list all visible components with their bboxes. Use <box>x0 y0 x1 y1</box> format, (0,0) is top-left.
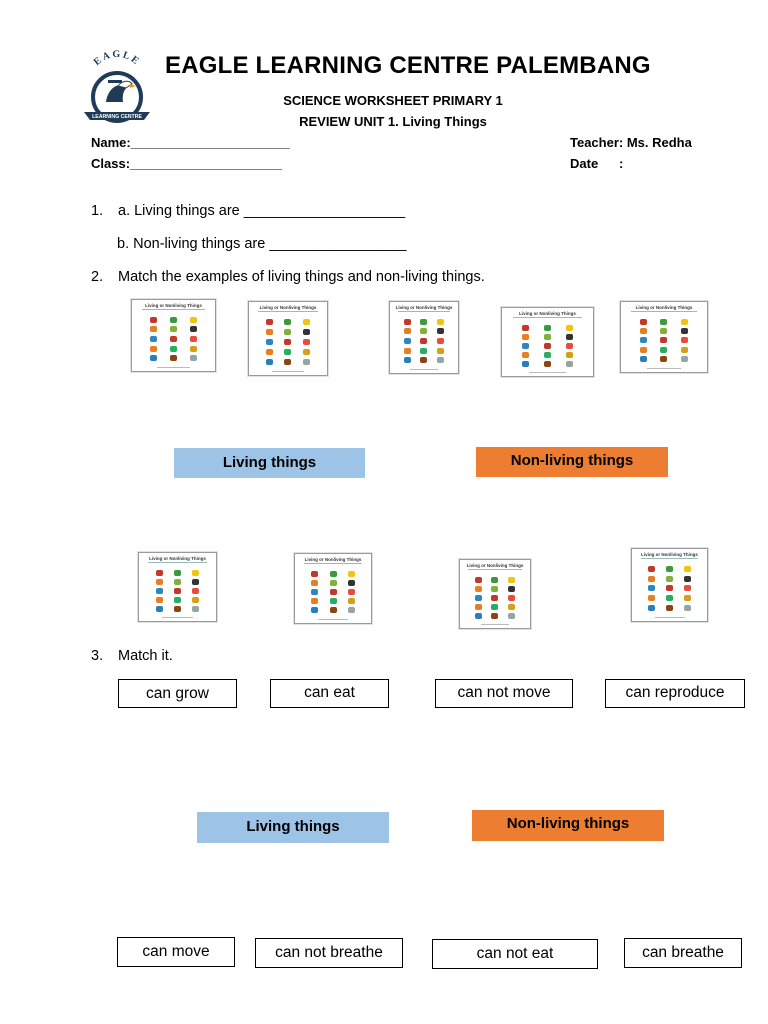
teacher-field: Teacher: Ms. Redha <box>570 135 692 150</box>
thumbnail-picture-icon <box>404 348 411 354</box>
thumbnail-picture-icon <box>190 317 197 323</box>
thumbnail-picture-icon <box>150 326 157 332</box>
date-colon: : <box>619 156 624 171</box>
thumbnail-picture-icon <box>681 347 688 353</box>
thumbnail-picture-icon <box>648 576 655 582</box>
card-can-breathe: can breathe <box>624 938 742 968</box>
thumbnail-picture-icon <box>648 585 655 591</box>
thumbnail-picture-icon <box>311 571 318 577</box>
thumbnail-picture-icon <box>330 571 337 577</box>
thumbnail-picture-icon <box>156 579 163 585</box>
thumbnail-picture-icon <box>190 336 197 342</box>
card-can-not-breathe: can not breathe <box>255 938 403 968</box>
thumbnail-picture-icon <box>522 325 529 331</box>
thumbnail-picture-icon <box>303 329 310 335</box>
living-things-label-2: Living things <box>197 812 389 843</box>
thumbnail-picture-icon <box>437 348 444 354</box>
svg-text:EAGLE <box>92 50 143 68</box>
thumbnail-picture-icon <box>508 613 515 619</box>
q1a-text: a. Living things are ____________________ <box>118 203 406 219</box>
thumbnail-picture-icon <box>640 328 647 334</box>
thumbnail-picture-icon <box>156 606 163 612</box>
thumbnail-title: Living or Nonliving Things <box>466 563 524 568</box>
thumbnail-picture-icon <box>640 319 647 325</box>
thumbnail-picture-icon <box>648 605 655 611</box>
thumbnail-picture-icon <box>190 346 197 352</box>
thumbnail-picture-icon <box>640 347 647 353</box>
thumbnail-picture-icon <box>348 580 355 586</box>
thumbnail-picture-icon <box>156 597 163 603</box>
thumbnail-picture-icon <box>660 356 667 362</box>
q1-number: 1. <box>91 203 104 219</box>
thumbnail-picture-icon <box>544 352 551 358</box>
thumbnail-picture-icon <box>174 588 181 594</box>
card-can-grow: can grow <box>118 679 237 708</box>
thumbnail-picture-icon <box>491 604 498 610</box>
thumbnail-picture-icon <box>508 604 515 610</box>
thumbnail-picture-icon <box>192 597 199 603</box>
thumbnail-picture-icon <box>266 339 273 345</box>
nonliving-things-label: Non-living things <box>476 447 668 477</box>
thumbnail-title: Living or Nonliving Things <box>259 305 317 310</box>
card-can-eat: can eat <box>270 679 389 708</box>
thumbnail-picture-icon <box>684 576 691 582</box>
thumbnail-picture-icon <box>420 319 427 325</box>
q1b-text: b. Non-living things are _________________ <box>117 236 407 252</box>
thumbnail-title: Living or Nonliving Things <box>149 556 206 561</box>
thumbnail-picture-icon <box>491 577 498 583</box>
thumbnail-picture-icon <box>266 329 273 335</box>
thumbnail-picture-icon <box>475 577 482 583</box>
thumbnail-picture-icon <box>266 319 273 325</box>
thumbnail-picture-icon <box>566 325 573 331</box>
logo-text-top: EAGLE <box>91 50 143 68</box>
class-field: Class:_____________________ <box>91 156 282 171</box>
thumbnail-picture-icon <box>648 595 655 601</box>
thumbnail-picture-icon <box>170 355 177 361</box>
thumbnail-picture-icon <box>284 329 291 335</box>
thumbnail-picture-icon <box>420 357 427 363</box>
card-can-not-eat: can not eat <box>432 939 598 969</box>
thumbnail-picture-icon <box>522 334 529 340</box>
thumbnail-title: Living or Nonliving Things <box>145 303 202 308</box>
thumbnail-picture-icon <box>330 607 337 613</box>
thumbnail-picture-icon <box>475 595 482 601</box>
q2-text: Match the examples of living things and non-living things. <box>118 269 485 285</box>
thumbnail-picture-icon <box>544 334 551 340</box>
thumbnail-picture-icon <box>174 570 181 576</box>
card-can-not-move: can not move <box>435 679 573 708</box>
thumbnail-picture-icon <box>544 343 551 349</box>
thumbnail-picture-icon <box>681 337 688 343</box>
thumbnail-title: Living or Nonliving Things <box>641 552 698 557</box>
thumbnail-picture-icon <box>303 359 310 365</box>
thumbnail-title: Living or Nonliving Things <box>304 557 362 562</box>
thumbnail-picture-icon <box>420 348 427 354</box>
thumbnail-title: Living or Nonliving Things <box>395 305 453 310</box>
thumbnail-picture-icon <box>508 586 515 592</box>
thumbnail-picture-icon <box>348 571 355 577</box>
thumbnail-picture-icon <box>404 357 411 363</box>
thumbnail-picture-icon <box>192 570 199 576</box>
thumbnail-picture-icon <box>330 580 337 586</box>
thumbnail-picture-icon <box>284 319 291 325</box>
thumbnail-picture-icon <box>190 326 197 332</box>
thumbnail-picture-icon <box>437 328 444 334</box>
thumbnail-picture-icon <box>311 589 318 595</box>
thumbnail-picture-icon <box>330 598 337 604</box>
thumbnail-picture-icon <box>640 356 647 362</box>
thumbnail-picture-icon <box>475 586 482 592</box>
thumbnail-picture-icon <box>660 319 667 325</box>
thumbnail-picture-icon <box>303 349 310 355</box>
thumbnail-picture-icon <box>684 566 691 572</box>
thumbnail-picture-icon <box>544 325 551 331</box>
thumbnail-picture-icon <box>150 355 157 361</box>
thumbnail-picture-icon <box>311 580 318 586</box>
thumbnail-picture-icon <box>192 588 199 594</box>
thumbnail-picture-icon <box>491 595 498 601</box>
thumbnail-picture-icon <box>174 579 181 585</box>
thumbnail-picture-icon <box>681 328 688 334</box>
school-name: EAGLE LEARNING CENTRE PALEMBANG <box>165 52 651 79</box>
thumbnail-picture-icon <box>437 338 444 344</box>
thumbnail-picture-icon <box>666 566 673 572</box>
thumbnail-picture-icon <box>522 361 529 367</box>
thumbnail-picture-icon <box>156 588 163 594</box>
worksheet-thumbnail <box>294 553 372 624</box>
thumbnail-picture-icon <box>508 577 515 583</box>
worksheet-thumbnail <box>501 307 594 377</box>
thumbnail-picture-icon <box>404 338 411 344</box>
worksheet-thumbnail <box>389 301 459 374</box>
thumbnail-picture-icon <box>566 361 573 367</box>
date-label: Date <box>570 156 599 171</box>
q2-number: 2. <box>91 269 104 285</box>
thumbnail-picture-icon <box>150 346 157 352</box>
thumbnail-picture-icon <box>544 361 551 367</box>
thumbnail-picture-icon <box>681 356 688 362</box>
card-can-reproduce: can reproduce <box>605 679 745 708</box>
thumbnail-picture-icon <box>311 607 318 613</box>
thumbnail-picture-icon <box>666 585 673 591</box>
thumbnail-picture-icon <box>404 319 411 325</box>
thumbnail-picture-icon <box>348 607 355 613</box>
thumbnail-picture-icon <box>404 328 411 334</box>
thumbnail-picture-icon <box>522 352 529 358</box>
worksheet-thumbnail <box>631 548 708 622</box>
thumbnail-picture-icon <box>648 566 655 572</box>
thumbnail-picture-icon <box>508 595 515 601</box>
thumbnail-picture-icon <box>666 595 673 601</box>
thumbnail-picture-icon <box>284 359 291 365</box>
thumbnail-picture-icon <box>420 328 427 334</box>
worksheet-thumbnail <box>138 552 217 622</box>
thumbnail-picture-icon <box>420 338 427 344</box>
thumbnail-picture-icon <box>437 319 444 325</box>
thumbnail-picture-icon <box>190 355 197 361</box>
thumbnail-picture-icon <box>522 343 529 349</box>
thumbnail-picture-icon <box>311 598 318 604</box>
thumbnail-picture-icon <box>684 605 691 611</box>
thumbnail-picture-icon <box>174 597 181 603</box>
thumbnail-picture-icon <box>491 586 498 592</box>
logo-text-bottom: LEARNING CENTRE <box>92 114 142 120</box>
thumbnail-picture-icon <box>170 346 177 352</box>
thumbnail-title: Living or Nonliving Things <box>519 311 576 316</box>
thumbnail-picture-icon <box>681 319 688 325</box>
q3-text: Match it. <box>118 648 173 664</box>
thumbnail-picture-icon <box>192 579 199 585</box>
worksheet-unit: REVIEW UNIT 1. Living Things <box>299 114 487 129</box>
thumbnail-picture-icon <box>660 347 667 353</box>
thumbnail-picture-icon <box>640 337 647 343</box>
worksheet-thumbnail <box>459 559 531 629</box>
thumbnail-picture-icon <box>174 606 181 612</box>
thumbnail-picture-icon <box>684 585 691 591</box>
thumbnail-picture-icon <box>666 605 673 611</box>
thumbnail-picture-icon <box>566 352 573 358</box>
living-things-label: Living things <box>174 448 365 478</box>
thumbnail-picture-icon <box>170 326 177 332</box>
thumbnail-picture-icon <box>170 336 177 342</box>
worksheet-subtitle: SCIENCE WORKSHEET PRIMARY 1 <box>283 93 503 108</box>
thumbnail-picture-icon <box>170 317 177 323</box>
thumbnail-title: Living or Nonliving Things <box>635 305 693 310</box>
thumbnail-picture-icon <box>660 328 667 334</box>
thumbnail-picture-icon <box>566 334 573 340</box>
thumbnail-picture-icon <box>284 339 291 345</box>
thumbnail-picture-icon <box>150 317 157 323</box>
thumbnail-picture-icon <box>475 613 482 619</box>
thumbnail-picture-icon <box>192 606 199 612</box>
name-field: Name:______________________ <box>91 135 290 150</box>
thumbnail-picture-icon <box>660 337 667 343</box>
thumbnail-picture-icon <box>266 359 273 365</box>
thumbnail-picture-icon <box>303 319 310 325</box>
thumbnail-picture-icon <box>348 598 355 604</box>
worksheet-thumbnail <box>248 301 328 376</box>
worksheet-thumbnail <box>131 299 216 372</box>
worksheet-thumbnail <box>620 301 708 373</box>
thumbnail-picture-icon <box>330 589 337 595</box>
thumbnail-picture-icon <box>303 339 310 345</box>
thumbnail-picture-icon <box>475 604 482 610</box>
thumbnail-picture-icon <box>491 613 498 619</box>
nonliving-things-label-2: Non-living things <box>472 810 664 841</box>
thumbnail-picture-icon <box>348 589 355 595</box>
thumbnail-picture-icon <box>666 576 673 582</box>
card-can-move: can move <box>117 937 235 967</box>
thumbnail-picture-icon <box>266 349 273 355</box>
thumbnail-picture-icon <box>437 357 444 363</box>
thumbnail-picture-icon <box>150 336 157 342</box>
thumbnail-picture-icon <box>284 349 291 355</box>
thumbnail-picture-icon <box>566 343 573 349</box>
thumbnail-picture-icon <box>684 595 691 601</box>
q3-number: 3. <box>91 648 104 664</box>
thumbnail-picture-icon <box>156 570 163 576</box>
